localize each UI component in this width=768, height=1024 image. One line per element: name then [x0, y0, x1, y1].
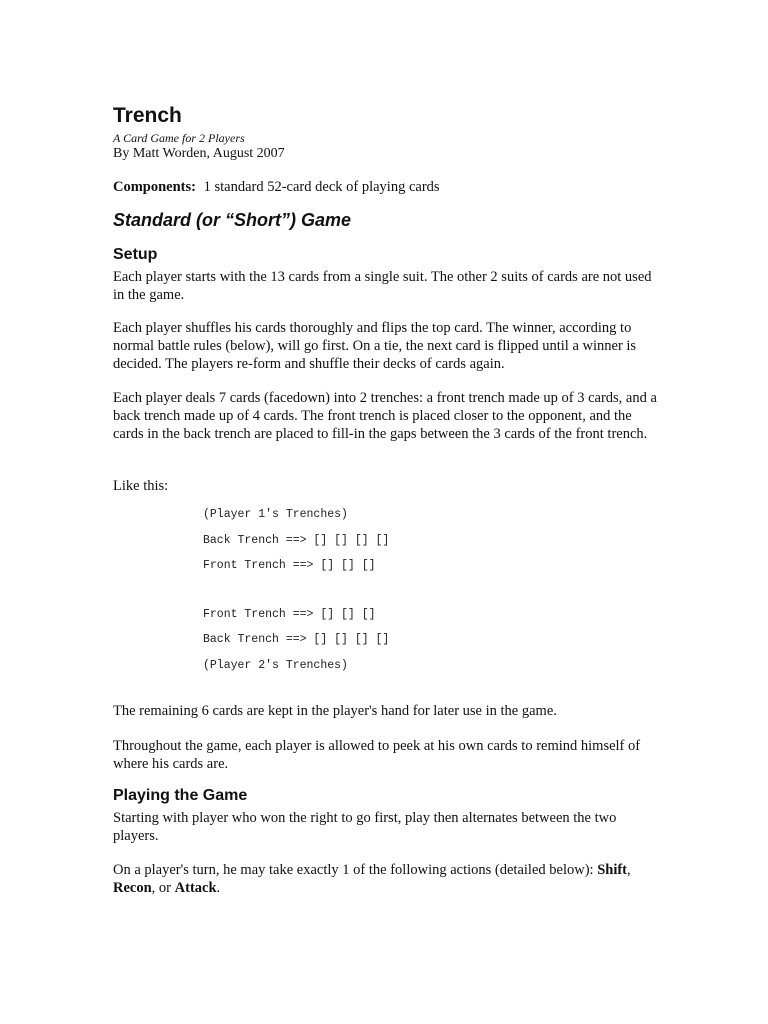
setup-paragraph-2: Each player shuffles his cards thoroughly and flips the top card. The winner, according to normal battle rules (below), will go first. On a tie, the next card is flipped until a winner is decided. The players re-form and shuffle their decks of cards again.	[113, 320, 637, 372]
actions-separator: , or	[151, 880, 175, 896]
components-label: Components:	[113, 179, 196, 195]
components-line	[113, 178, 440, 196]
playing-paragraph-1: Starting with player who won the right to go first, play then alternates between the two players.	[113, 810, 617, 844]
document-title: Trench	[113, 104, 182, 127]
setup-paragraph-peek: Throughout the game, each player is allowed to peek at his own cards to remind himself of where his cards are.	[113, 738, 641, 772]
setup-paragraph-like-this: Like this:	[113, 478, 169, 494]
document-subtitle: A Card Game for 2 Players	[113, 131, 245, 145]
section-heading-setup: Setup	[113, 246, 158, 263]
section-heading-playing-the-game: Playing the Game	[113, 787, 248, 804]
actions-intro-text: On a player's turn, he may take exactly 1 of the following actions (detailed below):	[113, 862, 598, 878]
document-byline: By Matt Worden, August 2007	[113, 146, 285, 161]
actions-end-period: .	[216, 880, 221, 896]
section-heading-standard-game: Standard (or “Short”) Game	[113, 210, 352, 230]
action-recon: Recon	[113, 880, 152, 896]
setup-paragraph-1: Each player starts with the 13 cards from a single suit. The other 2 suits of cards are not used in the game.	[113, 269, 652, 303]
trench-diagram-line: (Player 2's Trenches)	[203, 659, 348, 672]
trench-diagram-line: Back Trench ==> [] [] [] []	[203, 534, 390, 547]
components-text: 1 standard 52-card deck of playing cards	[203, 179, 440, 195]
actions-separator: ,	[627, 862, 631, 878]
action-attack: Attack	[174, 880, 217, 896]
trench-diagram-line: Back Trench ==> [] [] [] []	[203, 633, 390, 646]
trench-diagram-line: Front Trench ==> [] [] []	[203, 559, 376, 572]
trench-diagram-line: (Player 1's Trenches)	[203, 508, 348, 521]
setup-paragraph-remaining-cards: The remaining 6 cards are kept in the player's hand for later use in the game.	[113, 703, 557, 719]
trench-diagram-line: Front Trench ==> [] [] []	[203, 608, 376, 621]
setup-paragraph-3: Each player deals 7 cards (facedown) into 2 trenches: a front trench made up of 3 cards, and a back trench made up of 4 cards. The front trench is placed closer to the opponent, and the cards in the back trench are placed to fill-in the gaps between the 3 cards of the front trench.	[113, 390, 657, 442]
action-shift: Shift	[597, 862, 628, 878]
playing-paragraph-actions	[113, 861, 658, 897]
